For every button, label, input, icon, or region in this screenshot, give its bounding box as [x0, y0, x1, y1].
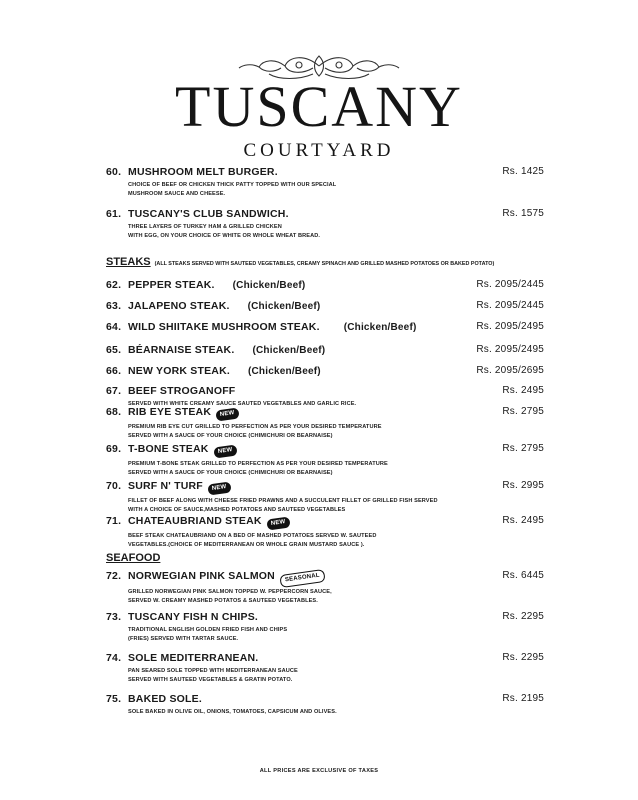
- item-description-line: VEGETABLES.(CHOICE OF MEDITERRANEAN OR WHOLE GRAIN MUSTARD SAUCE ).: [128, 542, 365, 548]
- item-description-line: SOLE BAKED IN OLIVE OIL, ONIONS, TOMATOES, CAPSICUM AND OLIVES.: [128, 709, 337, 715]
- item-variant: (Chicken/Beef): [247, 301, 321, 312]
- section-note: (ALL STEAKS SERVED WITH SAUTEED VEGETABLES, CREAMY SPINACH AND GRILLED MASHED POTATOES OR BAKED POTATO): [154, 261, 495, 267]
- item-number: 61.: [106, 208, 122, 220]
- item-number: 71.: [106, 515, 122, 527]
- item-description: [128, 181, 544, 199]
- menu-item-row: [106, 321, 544, 333]
- item-number: 66.: [106, 365, 122, 377]
- item-name: SOLE MEDITERRANEAN.: [128, 652, 259, 664]
- item-description: [128, 497, 544, 515]
- item-name: BAKED SOLE.: [128, 693, 202, 705]
- item-badge: NEW: [266, 516, 290, 530]
- menu-item: [106, 515, 544, 550]
- item-number: 68.: [106, 406, 122, 418]
- item-badge: NEW: [207, 481, 231, 495]
- item-description-line: PAN SEARED SOLE TOPPED WITH MEDITERRANEAN SAUCE: [128, 668, 298, 674]
- footer-note: ALL PRICES ARE EXCLUSIVE OF TAXES: [259, 768, 379, 774]
- item-badge: SEASONAL: [279, 569, 325, 588]
- item-price: Rs. 2295: [502, 611, 544, 622]
- item-number: 73.: [106, 611, 122, 623]
- menu-item: [106, 208, 544, 241]
- menu-item: [106, 321, 544, 333]
- menu-item-row: [106, 300, 544, 312]
- item-price: Rs. 2495: [502, 385, 544, 396]
- item-description: [128, 460, 544, 478]
- item-name: WILD SHIITAKE MUSHROOM STEAK.: [128, 321, 320, 333]
- item-description-line: GRILLED NORWEGIAN PINK SALMON TOPPED W. PEPPERCORN SAUCE,: [128, 589, 332, 595]
- item-description: [128, 532, 544, 550]
- item-number: 69.: [106, 443, 122, 455]
- item-description-line: PREMIUM T-BONE STEAK GRILLED TO PERFECTION AS PER YOUR DESIRED TEMPERATURE: [128, 461, 388, 467]
- item-description-line: THREE LAYERS OF TURKEY HAM & GRILLED CHICKEN: [128, 224, 282, 230]
- item-description-line: SERVED WITH WHITE CREAMY SAUCE SAUTED VEGETABLES AND GARLIC RICE.: [128, 401, 357, 407]
- menu-item-row: [106, 515, 544, 529]
- item-number: 72.: [106, 570, 122, 582]
- brand-title: TUSCANY: [175, 74, 463, 139]
- item-description-line: SERVED WITH A SAUCE OF YOUR CHOICE (CHIMICHURI OR BEARNAISE): [128, 470, 333, 476]
- item-number: 75.: [106, 693, 122, 705]
- item-description-line: SERVED WITH SAUTEED VEGETABLES & GRATIN POTATO.: [128, 677, 293, 683]
- item-price: Rs. 2095/2445: [476, 279, 544, 290]
- menu-item: [106, 652, 544, 685]
- item-description: [128, 667, 544, 685]
- item-name: NEW YORK STEAK.: [128, 365, 230, 377]
- item-description: [128, 223, 544, 241]
- item-name: BÉARNAISE STEAK.: [128, 344, 235, 356]
- item-variant: (Chicken/Beef): [247, 366, 321, 377]
- menu-item: [106, 693, 544, 717]
- menu-item-row: [106, 406, 544, 420]
- item-variant: (Chicken/Beef): [252, 345, 326, 356]
- item-badge: NEW: [215, 407, 239, 421]
- item-number: 63.: [106, 300, 122, 312]
- item-price: Rs. 2195: [502, 693, 544, 704]
- section-title: STEAKS: [106, 256, 151, 268]
- item-name: TUSCANY'S CLUB SANDWICH.: [128, 208, 289, 220]
- menu-item: [106, 611, 544, 644]
- item-price: Rs. 2795: [502, 406, 544, 417]
- menu-item-row: [106, 570, 544, 585]
- item-number: 67.: [106, 385, 122, 397]
- menu-item: [106, 443, 544, 478]
- item-price: Rs. 2095/2495: [476, 344, 544, 355]
- item-price: Rs. 2095/2445: [476, 300, 544, 311]
- item-price: Rs. 2795: [502, 443, 544, 454]
- item-variant: (Chicken/Beef): [232, 280, 306, 291]
- menu-item: [106, 406, 544, 441]
- menu-item-row: [106, 279, 544, 291]
- item-name: T-BONE STEAK: [128, 443, 209, 455]
- item-name: TUSCANY FISH N CHIPS.: [128, 611, 259, 623]
- item-description-line: SERVED W. CREAMY MASHED POTATOS & SAUTEED VEGETABLES.: [128, 598, 318, 604]
- menu-item-row: [106, 208, 544, 220]
- menu-item: [106, 570, 544, 606]
- brand-header: [0, 52, 638, 162]
- item-description-line: MUSHROOM SAUCE AND CHEESE.: [128, 191, 226, 197]
- item-description-line: CHOICE OF BEEF OR CHICKEN THICK PATTY TOPPED WITH OUR SPECIAL: [128, 182, 337, 188]
- item-description-line: (FRIES) SERVED WITH TARTAR SAUCE.: [128, 636, 239, 642]
- item-name: SURF N' TURF: [128, 480, 203, 492]
- section-seafood: [106, 552, 544, 564]
- item-description: [128, 626, 544, 644]
- item-variant: (Chicken/Beef): [343, 322, 417, 333]
- item-name: JALAPENO STEAK.: [128, 300, 230, 312]
- item-number: 64.: [106, 321, 122, 333]
- item-name: MUSHROOM MELT BURGER.: [128, 166, 278, 178]
- menu-item: [106, 365, 544, 377]
- item-price: Rs. 1575: [502, 208, 544, 219]
- item-badge: NEW: [213, 444, 237, 458]
- item-number: 74.: [106, 652, 122, 664]
- item-price: Rs. 6445: [502, 570, 544, 581]
- item-description-line: TRADITIONAL ENGLISH GOLDEN FRIED FISH AND CHIPS: [128, 627, 288, 633]
- item-price: Rs. 2095/2695: [476, 365, 544, 376]
- item-name: PEPPER STEAK.: [128, 279, 215, 291]
- menu-item-row: [106, 385, 544, 397]
- item-number: 65.: [106, 344, 122, 356]
- item-number: 60.: [106, 166, 122, 178]
- item-price: Rs. 2095/2495: [476, 321, 544, 332]
- item-description-line: SERVED WITH A SAUCE OF YOUR CHOICE (CHIMICHURI OR BEARNAISE): [128, 433, 333, 439]
- item-name: RIB EYE STEAK: [128, 406, 212, 418]
- item-price: Rs. 1425: [502, 166, 544, 177]
- section-steaks: [106, 256, 544, 268]
- item-price: Rs. 2495: [502, 515, 544, 526]
- item-number: 62.: [106, 279, 122, 291]
- menu-item-row: [106, 480, 544, 494]
- menu-item: [106, 300, 544, 312]
- item-price: Rs. 2995: [502, 480, 544, 491]
- item-name: CHATEAUBRIAND STEAK: [128, 515, 262, 527]
- item-description-line: WITH A CHOICE OF SAUCE,MASHED POTATOES AND SAUTEED VEGETABLES: [128, 507, 346, 513]
- menu-item-row: [106, 443, 544, 457]
- section-title: SEAFOOD: [106, 552, 161, 564]
- menu-item-row: [106, 344, 544, 356]
- item-description-line: BEEF STEAK CHATEAUBRIAND ON A BED OF MASHED POTATOES SERVED W. SAUTEED: [128, 533, 377, 539]
- brand-subtitle: COURTYARD: [243, 140, 395, 161]
- item-description-line: PREMIUM RIB EYE CUT GRILLED TO PERFECTION AS PER YOUR DESIRED TEMPERATURE: [128, 424, 382, 430]
- menu-item: [106, 480, 544, 515]
- menu-item-row: [106, 693, 544, 705]
- menu-item-row: [106, 652, 544, 664]
- item-description-line: WITH EGG, ON YOUR CHOICE OF WHITE OR WHOLE WHEAT BREAD.: [128, 233, 321, 239]
- menu-item: [106, 279, 544, 291]
- item-number: 70.: [106, 480, 122, 492]
- item-description: [128, 423, 544, 441]
- item-name: BEEF STROGANOFF: [128, 385, 236, 397]
- item-description-line: FILLET OF BEEF ALONG WITH CHEESE FRIED PRAWNS AND A SUCCULENT FILLET OF GRILLED FISH SERVED: [128, 498, 438, 504]
- menu-item: [106, 344, 544, 356]
- menu-item-row: [106, 365, 544, 377]
- menu-item: [106, 166, 544, 199]
- item-price: Rs. 2295: [502, 652, 544, 663]
- item-name: NORWEGIAN PINK SALMON: [128, 570, 275, 582]
- item-description: [128, 708, 544, 717]
- menu-item-row: [106, 166, 544, 178]
- menu-item-row: [106, 611, 544, 623]
- item-description: [128, 588, 544, 606]
